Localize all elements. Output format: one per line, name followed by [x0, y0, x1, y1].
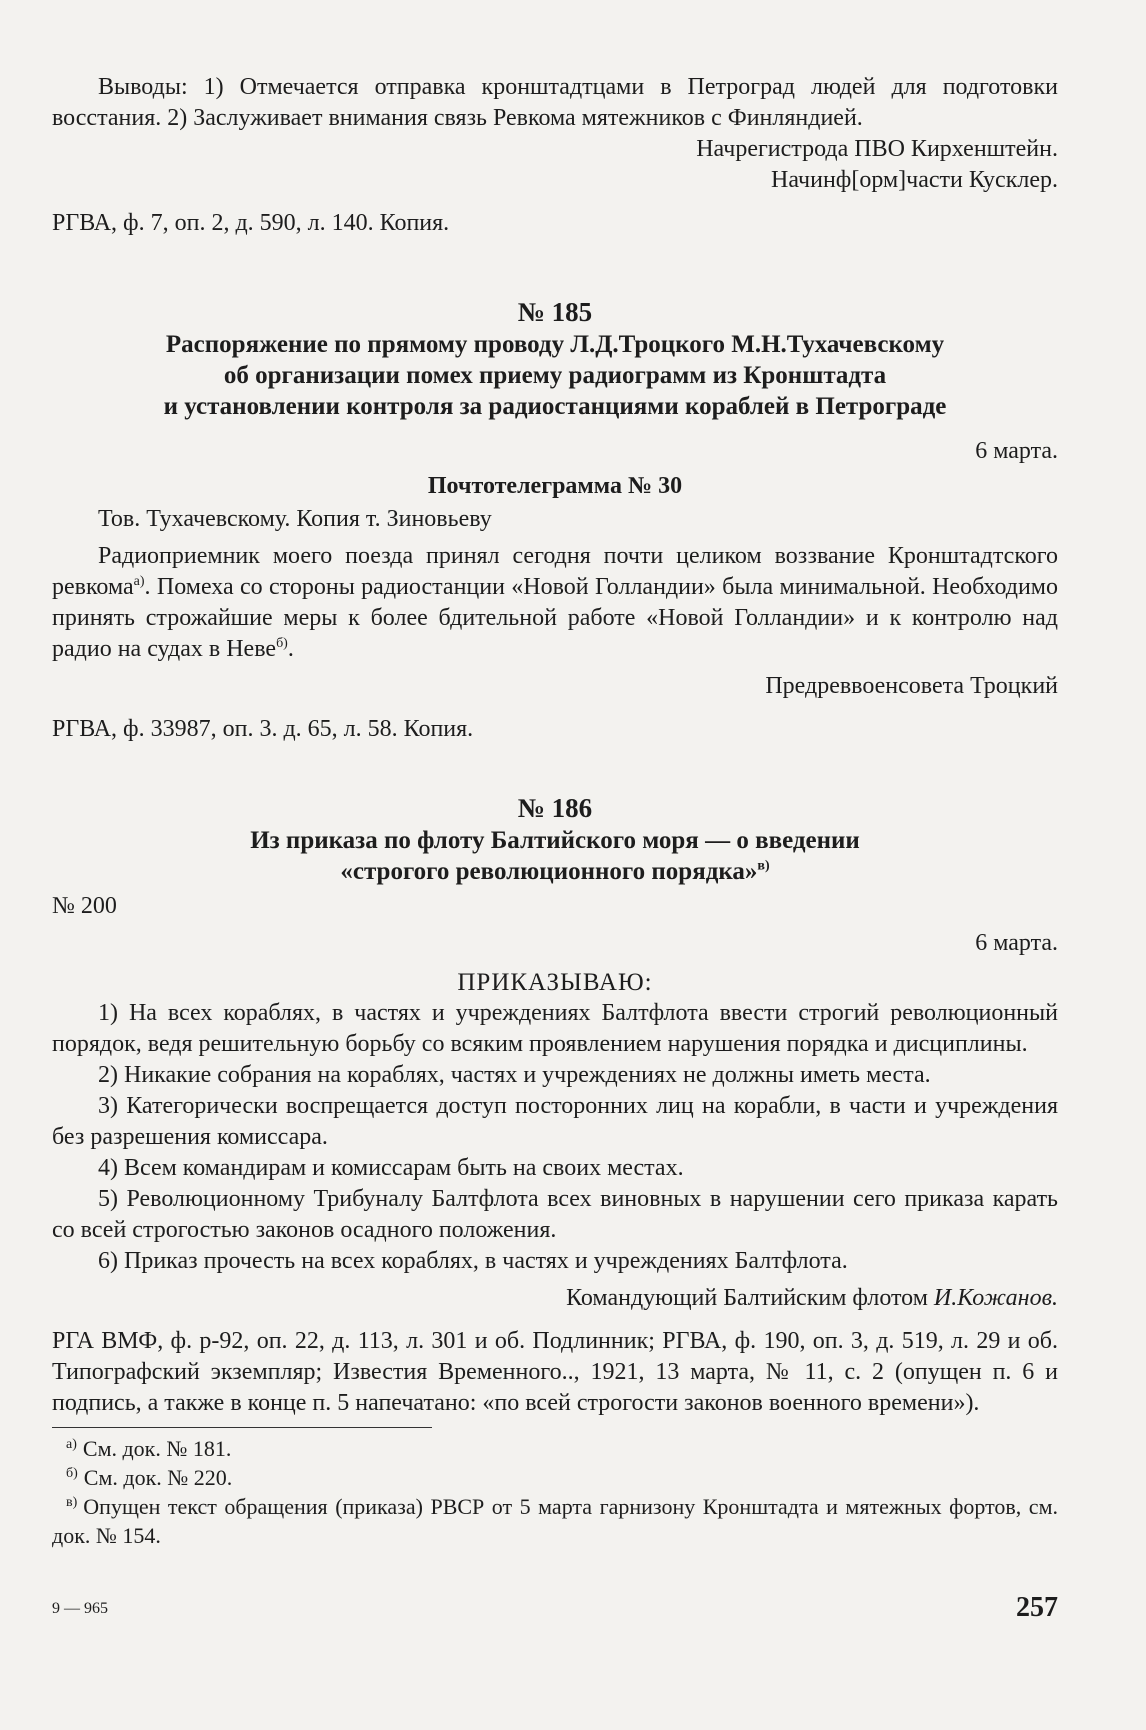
- doc185-note-b-mark: б): [276, 636, 288, 651]
- doc185-title-line-3: и установлении контроля за радиостанциями кораблей в Петрограде: [163, 393, 947, 420]
- footnote-divider: [52, 1427, 432, 1428]
- doc185-body-end: .: [287, 636, 294, 662]
- doc186-items: [52, 998, 1058, 1277]
- doc185-body-part-1: Радиоприемник моего поезда принял сегодня почти целиком воззвание Кронштадтского ревкома: [52, 543, 1058, 600]
- footnote-b: [52, 1463, 1058, 1492]
- page-number: 257: [1016, 1592, 1058, 1623]
- footnotes: [52, 1434, 1058, 1550]
- doc186-signature: [52, 1283, 1058, 1314]
- doc185-signature: Предреввоенсовета Троцкий: [765, 673, 1058, 699]
- doc185-body: [52, 541, 1058, 665]
- footnote-c-mark: в): [66, 1494, 78, 1510]
- doc185-subtitle: Почтотелеграмма № 30: [427, 473, 683, 499]
- conclusions-source: РГВА, ф. 7, оп. 2, д. 590, л. 140. Копия.: [52, 210, 450, 236]
- doc186-title-line-2-text: «строгого революционного порядка»: [340, 858, 758, 885]
- doc185-title-line-2: об организации помех приему радиограмм из Кронштадта: [223, 362, 887, 389]
- doc185-date: 6 марта.: [975, 438, 1058, 464]
- doc186-order-number: № 200: [52, 893, 117, 919]
- doc186-date: 6 марта.: [975, 930, 1058, 956]
- doc186-item-5: 5) Революционному Трибуналу Балтфлота всех виновных в нарушении сего приказа карать со всей строгостью законов осадного положения.: [52, 1186, 1058, 1243]
- page-content: [52, 72, 1058, 1550]
- doc186-source: РГА ВМФ, ф. р-92, оп. 22, д. 113, л. 301 и об. Подлинник; РГВА, ф. 190, оп. 3, д. 519, л. 29 и об. Типографский экземпляр; Известия Временного.., 1921, 13 марта, № 11, с. 2 (опущен п. 6 и подпись, а также в конце п. 5 напечатано: «по всей строгости законов военного времени»).: [52, 1328, 1058, 1416]
- doc185-number: № 185: [517, 297, 593, 327]
- footnote-a-text: См. док. № 181.: [82, 1436, 232, 1461]
- doc186-number: № 186: [517, 793, 593, 823]
- doc185-body-part-2: . Помеха со стороны радиостанции «Новой Голландии» была минимальной. Необходимо принять строжайшие меры к более бдительной работе «Новой Голландии» и к контролю над радио на судах в Неве: [52, 574, 1058, 662]
- doc186-order-head: ПРИКАЗЫВАЮ:: [457, 969, 653, 996]
- footnote-b-text: См. док. № 220.: [83, 1465, 233, 1490]
- footnote-c-text: Опущен текст обращения (приказа) РВСР от 5 марта гарнизону Кронштадта и мятежных фортов, см. док. № 154.: [52, 1494, 1058, 1548]
- doc185-note-a-mark: а): [133, 574, 145, 589]
- conclusions-sign-1: Начрегистрода ПВО Кирхенштейн.: [696, 136, 1058, 162]
- doc186-signature-role: Командующий Балтийским флотом: [566, 1285, 934, 1311]
- doc186-note-c-mark: в): [757, 858, 770, 874]
- footnote-b-mark: б): [66, 1465, 78, 1481]
- conclusions-text: Выводы: 1) Отмечается отправка кронштадтцами в Петроград людей для подготовки восстания. 2) Заслуживает внимания связь Ревкома мятежников с Финляндией.: [52, 74, 1058, 131]
- doc185-source: РГВА, ф. 33987, оп. 3. д. 65, л. 58. Копия.: [52, 716, 474, 742]
- doc186-item-2: 2) Никакие собрания на кораблях, частях и учреждениях не должны иметь места.: [98, 1062, 931, 1088]
- printer-signature-mark: 9 — 965: [52, 1600, 108, 1617]
- footnote-a-mark: а): [66, 1436, 77, 1452]
- doc186-item-6: 6) Приказ прочесть на всех кораблях, в частях и учреждениях Балтфлота.: [98, 1248, 848, 1274]
- doc185-title-line-1: Распоряжение по прямому проводу Л.Д.Троцкого М.Н.Тухачевскому: [165, 331, 945, 358]
- doc185-addressee: Тов. Тухачевскому. Копия т. Зиновьеву: [98, 506, 492, 532]
- doc186-title-line-2: [52, 856, 1058, 887]
- page-footer: [52, 1592, 1058, 1632]
- doc186-item-3: 3) Категорически воспрещается доступ посторонних лиц на корабли, в части и учреждения без разрешения комиссара.: [52, 1093, 1058, 1150]
- doc186-item-1: 1) На всех кораблях, в частях и учреждениях Балтфлота ввести строгий революционный порядок, ведя решительную борьбу со всяким проявлением нарушения порядка и дисциплины.: [52, 1000, 1058, 1057]
- footnote-c: [52, 1492, 1058, 1550]
- doc186-signature-name: И.Кожанов.: [933, 1285, 1058, 1311]
- doc186-title-line-1: Из приказа по флоту Балтийского моря — о введении: [250, 827, 860, 854]
- footnote-a: [52, 1434, 1058, 1463]
- doc186-item-4: 4) Всем командирам и комиссарам быть на своих местах.: [98, 1155, 684, 1181]
- conclusions-sign-2: Начинф[орм]части Кусклер.: [771, 167, 1058, 193]
